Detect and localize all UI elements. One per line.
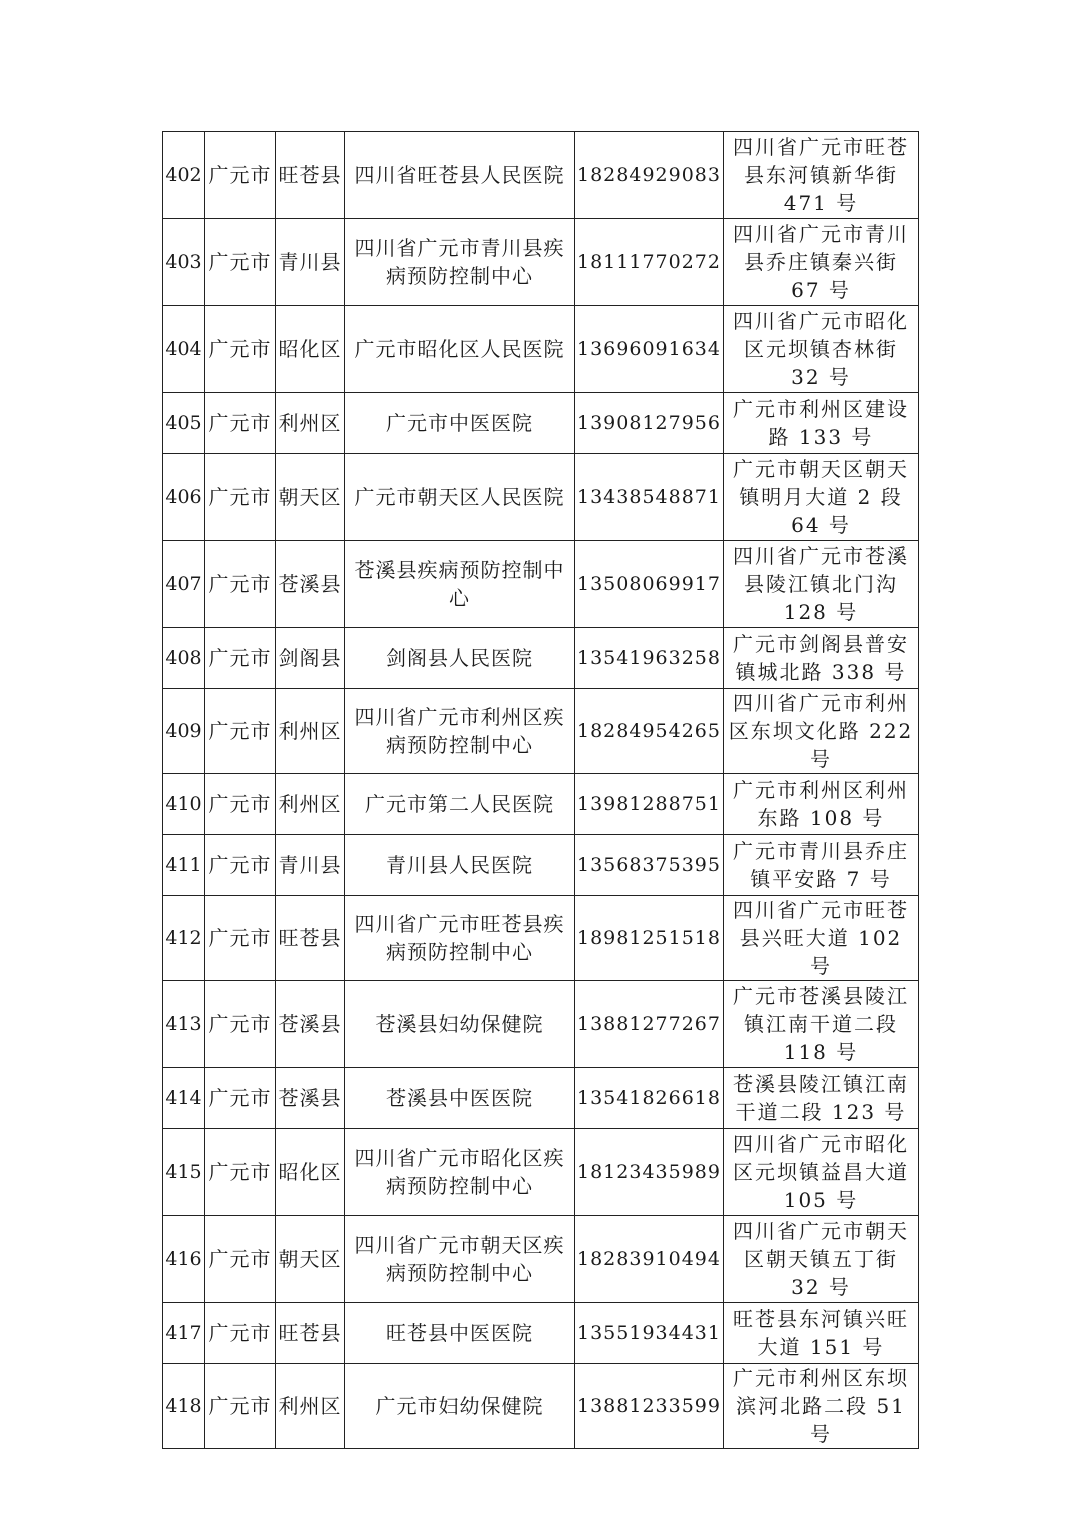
city-cell: 广元市: [205, 541, 276, 628]
table-row: [163, 1303, 919, 1364]
address-cell: 四川省广元市利州区东坝文化路 222 号: [724, 689, 919, 774]
institution-name-cell: 广元市朝天区人民医院: [345, 454, 575, 541]
table-row: [163, 835, 919, 896]
phone-cell: 18981251518: [575, 896, 724, 981]
row-number: 404: [163, 306, 205, 393]
row-number: 416: [163, 1216, 205, 1303]
county-cell: 旺苍县: [276, 896, 345, 981]
table-row: [163, 896, 919, 981]
row-number: 417: [163, 1303, 205, 1364]
institution-name-cell: 广元市妇幼保健院: [345, 1364, 575, 1449]
county-cell: 利州区: [276, 393, 345, 454]
city-cell: 广元市: [205, 1216, 276, 1303]
institution-name-cell: 广元市第二人民医院: [345, 774, 575, 835]
institution-name-cell: 四川省旺苍县人民医院: [345, 132, 575, 219]
address-cell: 四川省广元市朝天区朝天镇五丁街 32 号: [724, 1216, 919, 1303]
address-cell: 广元市利州区东坝滨河北路二段 51 号: [724, 1364, 919, 1449]
phone-cell: 13908127956: [575, 393, 724, 454]
row-number: 407: [163, 541, 205, 628]
row-number: 406: [163, 454, 205, 541]
institution-name-cell: 旺苍县中医医院: [345, 1303, 575, 1364]
address-cell: 广元市利州区建设路 133 号: [724, 393, 919, 454]
table-row: [163, 132, 919, 219]
county-cell: 利州区: [276, 774, 345, 835]
table-row: [163, 981, 919, 1068]
county-cell: 利州区: [276, 1364, 345, 1449]
county-cell: 旺苍县: [276, 132, 345, 219]
phone-cell: 13881233599: [575, 1364, 724, 1449]
table-row: [163, 1129, 919, 1216]
city-cell: 广元市: [205, 628, 276, 689]
row-number: 418: [163, 1364, 205, 1449]
county-cell: 旺苍县: [276, 1303, 345, 1364]
phone-cell: 13881277267: [575, 981, 724, 1068]
row-number: 414: [163, 1068, 205, 1129]
address-cell: 广元市朝天区朝天镇明月大道 2 段 64 号: [724, 454, 919, 541]
row-number: 402: [163, 132, 205, 219]
address-cell: 四川省广元市苍溪县陵江镇北门沟 128 号: [724, 541, 919, 628]
county-cell: 青川县: [276, 219, 345, 306]
city-cell: 广元市: [205, 393, 276, 454]
phone-cell: 13568375395: [575, 835, 724, 896]
institution-name-cell: 广元市昭化区人民医院: [345, 306, 575, 393]
city-cell: 广元市: [205, 1068, 276, 1129]
address-cell: 四川省广元市青川县乔庄镇秦兴街 67 号: [724, 219, 919, 306]
table-row: [163, 541, 919, 628]
table-row: [163, 689, 919, 774]
city-cell: 广元市: [205, 835, 276, 896]
address-cell: 四川省广元市旺苍县兴旺大道 102 号: [724, 896, 919, 981]
institution-name-cell: 苍溪县疾病预防控制中心: [345, 541, 575, 628]
phone-cell: 18284954265: [575, 689, 724, 774]
table-row: [163, 774, 919, 835]
institution-name-cell: 苍溪县妇幼保健院: [345, 981, 575, 1068]
table-row: [163, 219, 919, 306]
address-cell: 广元市青川县乔庄镇平安路 7 号: [724, 835, 919, 896]
city-cell: 广元市: [205, 132, 276, 219]
row-number: 403: [163, 219, 205, 306]
phone-cell: 13541963258: [575, 628, 724, 689]
county-cell: 朝天区: [276, 1216, 345, 1303]
city-cell: 广元市: [205, 1303, 276, 1364]
city-cell: 广元市: [205, 689, 276, 774]
phone-cell: 18283910494: [575, 1216, 724, 1303]
table-row: [163, 306, 919, 393]
table-row: [163, 1068, 919, 1129]
row-number: 413: [163, 981, 205, 1068]
table-row: [163, 1364, 919, 1449]
city-cell: 广元市: [205, 1129, 276, 1216]
phone-cell: 18111770272: [575, 219, 724, 306]
institution-name-cell: 四川省广元市青川县疾病预防控制中心: [345, 219, 575, 306]
row-number: 415: [163, 1129, 205, 1216]
address-cell: 四川省广元市昭化区元坝镇益昌大道 105 号: [724, 1129, 919, 1216]
institution-name-cell: 青川县人民医院: [345, 835, 575, 896]
city-cell: 广元市: [205, 454, 276, 541]
phone-cell: 13541826618: [575, 1068, 724, 1129]
table-row: [163, 628, 919, 689]
county-cell: 昭化区: [276, 1129, 345, 1216]
address-cell: 广元市利州区利州东路 108 号: [724, 774, 919, 835]
phone-cell: 13508069917: [575, 541, 724, 628]
county-cell: 利州区: [276, 689, 345, 774]
row-number: 411: [163, 835, 205, 896]
table-row: [163, 393, 919, 454]
county-cell: 苍溪县: [276, 981, 345, 1068]
phone-cell: 13438548871: [575, 454, 724, 541]
city-cell: 广元市: [205, 1364, 276, 1449]
county-cell: 朝天区: [276, 454, 345, 541]
phone-cell: 13696091634: [575, 306, 724, 393]
row-number: 412: [163, 896, 205, 981]
row-number: 410: [163, 774, 205, 835]
city-cell: 广元市: [205, 981, 276, 1068]
city-cell: 广元市: [205, 306, 276, 393]
county-cell: 昭化区: [276, 306, 345, 393]
row-number: 408: [163, 628, 205, 689]
institution-name-cell: 四川省广元市旺苍县疾病预防控制中心: [345, 896, 575, 981]
phone-cell: 13551934431: [575, 1303, 724, 1364]
table-row: [163, 1216, 919, 1303]
institution-name-cell: 苍溪县中医医院: [345, 1068, 575, 1129]
address-cell: 广元市苍溪县陵江镇江南干道二段 118 号: [724, 981, 919, 1068]
institution-name-cell: 剑阁县人民医院: [345, 628, 575, 689]
address-cell: 广元市剑阁县普安镇城北路 338 号: [724, 628, 919, 689]
row-number: 409: [163, 689, 205, 774]
phone-cell: 18123435989: [575, 1129, 724, 1216]
county-cell: 剑阁县: [276, 628, 345, 689]
phone-cell: 13981288751: [575, 774, 724, 835]
city-cell: 广元市: [205, 896, 276, 981]
table-row: [163, 454, 919, 541]
county-cell: 青川县: [276, 835, 345, 896]
institution-name-cell: 四川省广元市昭化区疾病预防控制中心: [345, 1129, 575, 1216]
address-cell: 四川省广元市旺苍县东河镇新华街 471 号: [724, 132, 919, 219]
address-cell: 苍溪县陵江镇江南干道二段 123 号: [724, 1068, 919, 1129]
county-cell: 苍溪县: [276, 1068, 345, 1129]
institution-name-cell: 广元市中医医院: [345, 393, 575, 454]
row-number: 405: [163, 393, 205, 454]
hospital-table: [162, 131, 919, 1449]
phone-cell: 18284929083: [575, 132, 724, 219]
institution-name-cell: 四川省广元市朝天区疾病预防控制中心: [345, 1216, 575, 1303]
address-cell: 旺苍县东河镇兴旺大道 151 号: [724, 1303, 919, 1364]
address-cell: 四川省广元市昭化区元坝镇杏林街 32 号: [724, 306, 919, 393]
institution-name-cell: 四川省广元市利州区疾病预防控制中心: [345, 689, 575, 774]
city-cell: 广元市: [205, 219, 276, 306]
city-cell: 广元市: [205, 774, 276, 835]
county-cell: 苍溪县: [276, 541, 345, 628]
